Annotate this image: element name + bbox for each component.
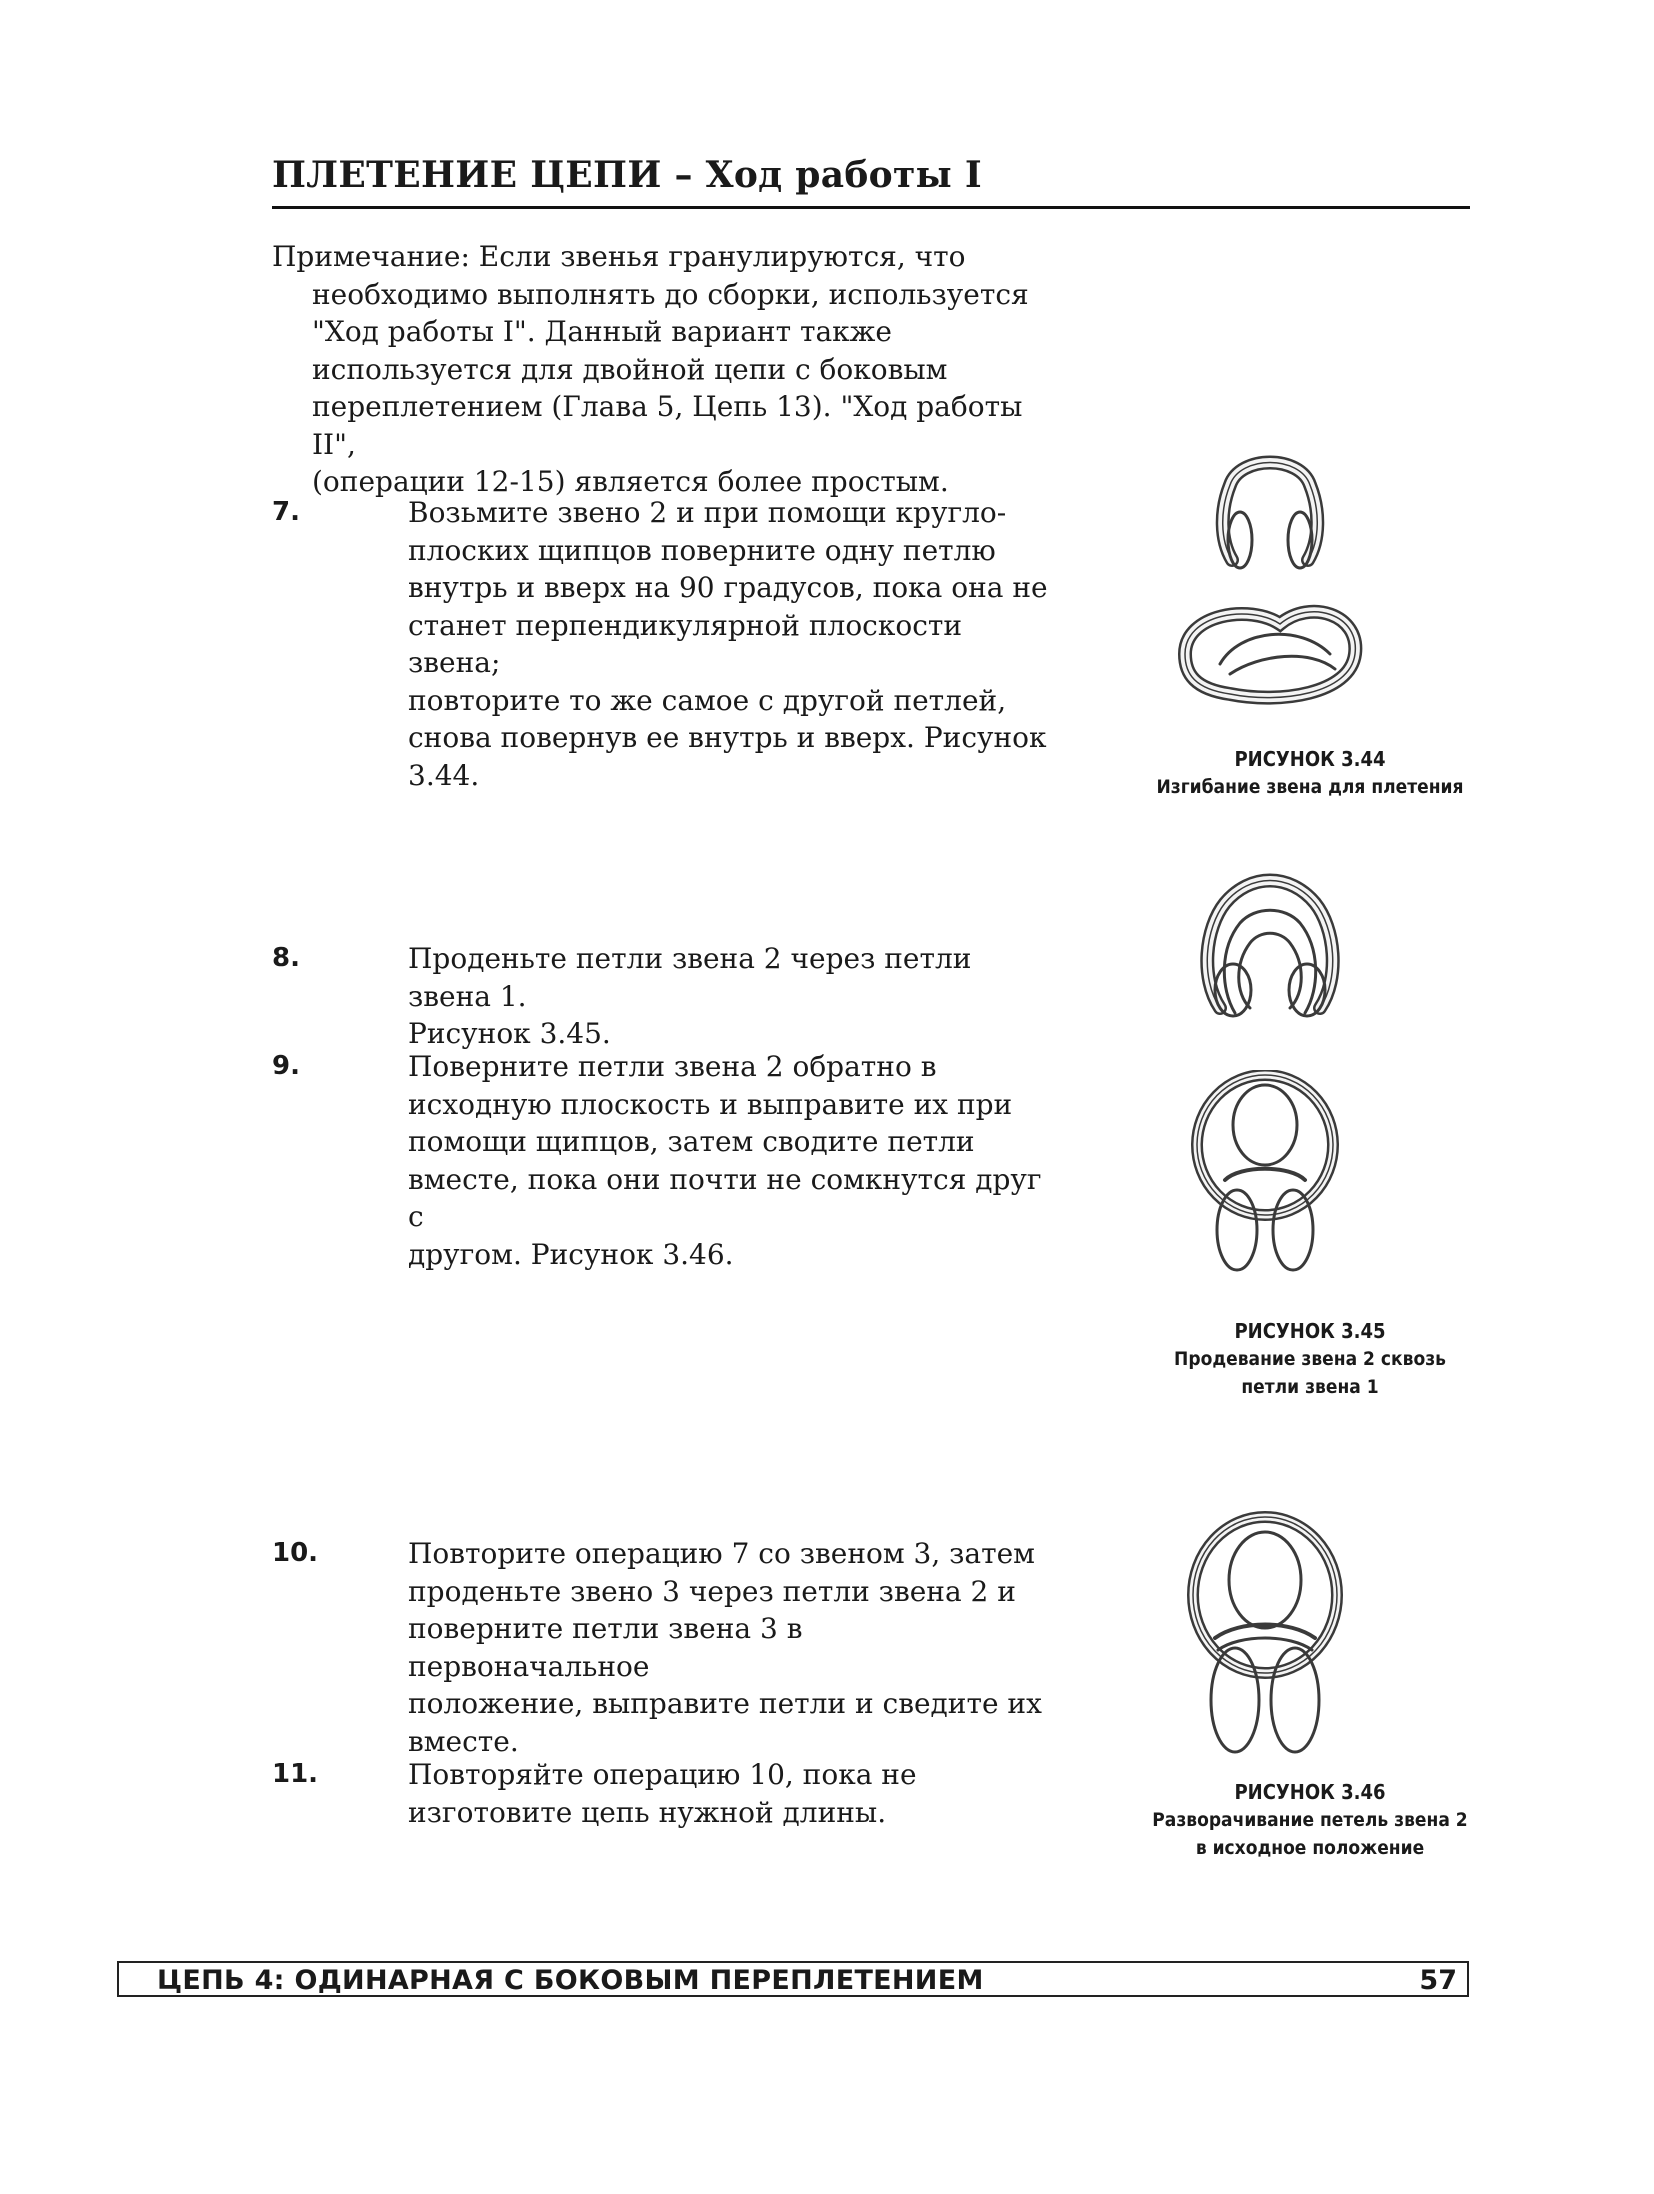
figure-description: Изгибание звена для плетения (1156, 776, 1464, 798)
note-line: необходимо выполнять до сборки, используется (312, 277, 1029, 311)
figure-3-45-caption (1050, 1317, 1570, 1401)
step-line: станет перпендикулярной плоскости звена; (408, 608, 963, 679)
title-underline (272, 206, 1470, 209)
step-line: другом. Рисунок 3.46. (408, 1237, 734, 1271)
figure-3-44-bottom-illustration (1170, 594, 1370, 709)
note-line: переплетением (Глава 5, Цепь 13). "Ход работы II", (312, 390, 1023, 461)
figure-3-44-caption (1050, 745, 1570, 801)
figure-3-46-illustration (1180, 1510, 1350, 1760)
step-line: поверните петли звена 3 в первоначальное (408, 1612, 803, 1683)
step-line: Повторяйте операцию 10, пока не (408, 1758, 917, 1791)
step-text (408, 1756, 1048, 1831)
footer-chapter-title: ЦЕПЬ 4: ОДИНАРНАЯ С БОКОВЫМ ПЕРЕПЛЕТЕНИЕМ (157, 1965, 984, 1996)
figure-title: РИСУНОК 3.46 (1234, 1780, 1386, 1804)
figure-3-45-second-illustration (1185, 1070, 1345, 1280)
step-line: Возьмите звено 2 и при помощи кругло- (408, 496, 1007, 529)
note-line: (операции 12-15) является более простым. (312, 465, 949, 498)
step-line: внутрь и вверх на 90 градусов, пока она не (408, 571, 1048, 604)
step-line: помощи щипцов, затем сводите петли (408, 1125, 975, 1158)
figure-description: Продевание звена 2 сквозь (1174, 1348, 1446, 1370)
step-line: исходную плоскость и выправите их при (408, 1087, 1013, 1121)
figure-title: РИСУНОК 3.44 (1234, 747, 1386, 771)
note-line: используется для двойной цепи с боковым (312, 352, 948, 386)
step-text (408, 1048, 1048, 1273)
step-text (408, 494, 1048, 794)
step-line: Повторите операцию 7 со звеном 3, затем (408, 1537, 1035, 1570)
note-line: Примечание: Если звенья гранулируются, что (272, 240, 966, 273)
figure-3-46-caption (1050, 1778, 1570, 1862)
step-line: вместе. (408, 1724, 519, 1758)
figure-3-45-illustration (1195, 868, 1345, 1028)
figure-description: в исходное положение (1195, 1837, 1425, 1859)
note-line: "Ход работы I". Данный вариант также (312, 315, 892, 348)
step-text (408, 940, 1048, 1053)
step-line: вместе, пока они почти не сомкнутся друг с (408, 1162, 1042, 1233)
step-line: положение, выправите петли и сведите их (408, 1687, 1042, 1720)
step-number: 10. (272, 1538, 319, 1568)
step-line: 3.44. (408, 758, 480, 792)
note-paragraph (272, 238, 1072, 501)
step-line: повторите то же самое с другой петлей, (408, 683, 1007, 717)
figure-description: петли звена 1 (1241, 1376, 1379, 1398)
step-number: 9. (272, 1051, 300, 1081)
page-title: ПЛЕТЕНИЕ ЦЕПИ – Ход работы I (272, 154, 982, 196)
step-number: 11. (272, 1759, 319, 1789)
page-number: 57 (1419, 1965, 1457, 1996)
step-line: изготовите цепь нужной длины. (408, 1795, 887, 1829)
step-number: 7. (272, 497, 300, 527)
figure-3-44-top-illustration (1210, 440, 1330, 580)
step-line: Проденьте петли звена 2 через петли звена 1. (408, 942, 972, 1013)
step-number: 8. (272, 943, 300, 973)
step-line: плоских щипцов поверните одну петлю (408, 533, 996, 567)
step-line: Рисунок 3.45. (408, 1017, 611, 1050)
step-text (408, 1535, 1048, 1760)
step-line: проденьте звено 3 через петли звена 2 и (408, 1574, 1016, 1608)
page-footer (117, 1961, 1469, 1997)
figure-description: Разворачивание петель звена 2 (1152, 1809, 1468, 1831)
figure-title: РИСУНОК 3.45 (1234, 1319, 1386, 1343)
step-line: Поверните петли звена 2 обратно в (408, 1050, 937, 1083)
step-line: снова повернув ее внутрь и вверх. Рисунок (408, 721, 1047, 754)
